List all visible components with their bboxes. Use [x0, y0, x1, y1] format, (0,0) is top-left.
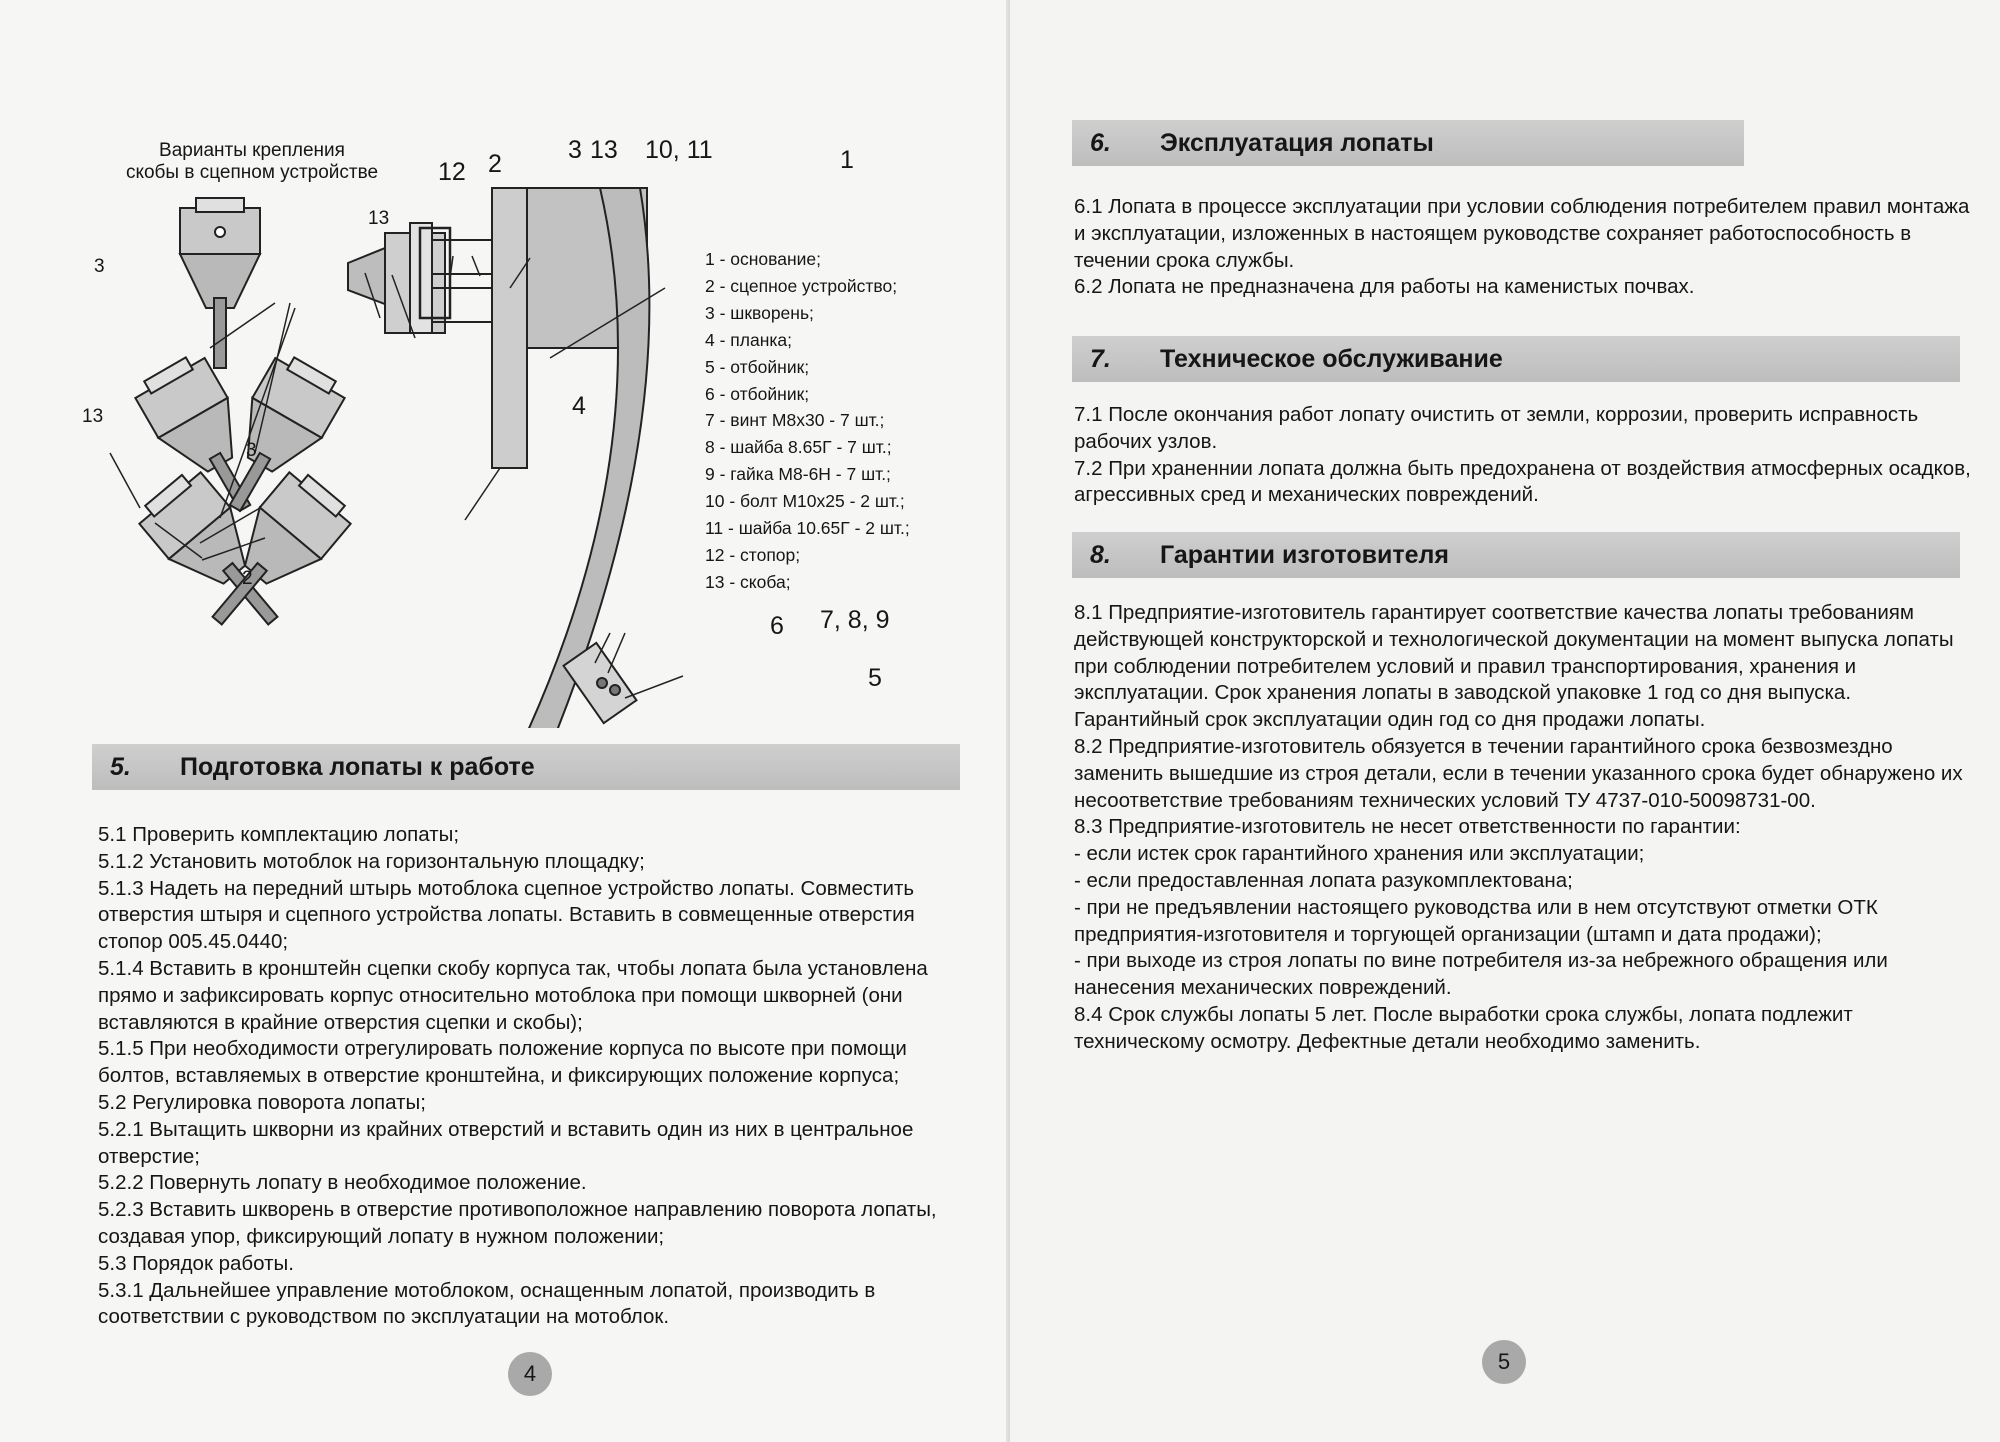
page-number-4: 4	[508, 1352, 552, 1396]
main-assembly	[348, 188, 649, 728]
callout-2: 2	[488, 150, 502, 178]
section-title: Эксплуатация лопаты	[1160, 128, 1434, 157]
callout-3-variant-a: 3	[94, 256, 105, 277]
legend-item: 11 - шайба 10.65Г - 2 шт.;	[705, 518, 910, 539]
parts-legend	[705, 246, 910, 596]
section-8-text: 8.1 Предприятие-изготовитель гарантирует соответствие качества лопаты требованиям действующей конструкторской и технологической документации на момент выпуска лопаты при соблюдении потребителем условий и правил транспортирования, хранения и эксплуатации. Срок хранения лопаты в заводской упаковке 1 год со дня выпуска. Гарантийный срок эксплуатации один год со дня продажи лопаты. 8.2 Предприятие-изготовитель обязуется в течении гарантийного срока безвозмездно заменить вышедшие из строя детали, если в течении указанного срока будет обнаружено их несоответствие требованиям технических условий ТУ 4737-010-50098731-00. 8.3 Предприятие-изготовитель не несет ответственности по гарантии: - если истек срок гарантийного хранения или эксплуатации; - если предоставленная лопата разукомплектована; - при не предъявлении настоящего руководства или в нем отсутствуют отметки ОТК предприятия-изготовителя и торгующей организации (штамп и дата продажи); - при выходе из строя лопаты по вине потребителя из-за небрежного обращения или нанесения механических повреждений. 8.4 Срок службы лопаты 5 лет. После выработки срока службы, лопата подлежит техническому осмотру. Дефектные детали необходимо заменить.	[1074, 601, 1963, 1053]
legend-item: 8 - шайба 8.65Г - 7 шт.;	[705, 437, 892, 458]
section-8-header	[1072, 532, 1960, 578]
callout-1: 1	[840, 146, 854, 174]
legend-item: 1 - основание;	[705, 249, 822, 269]
section-number: 6.	[1090, 128, 1111, 157]
section-7-header	[1072, 336, 1960, 382]
legend-item: 3 - шкворень;	[705, 302, 814, 323]
legend-item: 10 - болт М10х25 - 2 шт.;	[705, 491, 905, 512]
right-page	[1010, 0, 2000, 1442]
section-title: Техническое обслуживание	[1160, 344, 1503, 373]
coupling-variant-1	[180, 198, 260, 368]
section-number: 7.	[1090, 344, 1111, 373]
callout-2-variant: 2	[242, 568, 253, 589]
legend-item: 12 - стопор;	[705, 544, 801, 565]
callout-10-11: 10, 11	[645, 136, 713, 164]
section-number: 5.	[110, 752, 131, 781]
callout-6: 6	[770, 612, 784, 640]
callout-13-variant: 13	[368, 208, 390, 229]
callout-13-variant-b: 13	[82, 406, 104, 427]
callout-3: 3	[568, 136, 582, 164]
section-5-header	[92, 744, 960, 790]
shovel-assembly-diagram	[80, 128, 1000, 728]
legend-item: 5 - отбойник;	[705, 356, 810, 377]
variants-caption: Варианты крепления скобы в сцепном устройстве	[125, 140, 379, 183]
section-7-text: 7.1 После окончания работ лопату очистить от земли, коррозии, проверить исправность рабочих узлов. 7.2 При храненнии лопата должна быть предохранена от воздействия атмосферных осадков, агрессивных сред и механических повреждений.	[1074, 403, 1971, 507]
callout-4: 4	[572, 392, 586, 420]
callout-12: 12	[438, 158, 466, 186]
callout-7-8-9: 7, 8, 9	[820, 606, 890, 634]
callout-5: 5	[868, 664, 882, 692]
callout-3-variant-b: 3	[246, 440, 257, 461]
section-6-header	[1072, 120, 1744, 166]
page-number-5: 5	[1482, 1340, 1526, 1384]
section-title: Подготовка лопаты к работе	[180, 752, 535, 781]
section-title: Гарантии изготовителя	[1160, 540, 1450, 569]
legend-item: 2 - сцепное устройство;	[705, 275, 898, 296]
legend-item: 4 - планка;	[705, 329, 793, 350]
legend-item: 6 - отбойник;	[705, 383, 810, 404]
callout-13: 13	[590, 136, 618, 164]
legend-item: 13 - скоба;	[705, 571, 791, 592]
legend-item: 7 - винт М8х30 - 7 шт.;	[705, 410, 885, 431]
section-5-text: 5.1 Проверить комплектацию лопаты; 5.1.2 Установить мотоблок на горизонтальную площадку; 5.1.3 Надеть на передний штырь мотоблока сцепное устройство лопаты. Совместить отверстия штыря и сцепного устройства лопаты. Вставить в совмещенные отверстия стопор 005.45.0440; 5.1.4 Вставить в кронштейн сцепки скобу корпуса так, чтобы лопата была установлена прямо и зафиксировать корпус относительно мотоблока при помощи шкворней (они вставляются в крайние отверстия сцепки и скобы); 5.1.5 При необходимости отрегулировать положение корпуса по высоте при помощи болтов, вставляемых в отверстие кронштейна, и фиксирующих положение корпуса; 5.2 Регулировка поворота лопаты; 5.2.1 Вытащить шкворни из крайних отверстий и вставить один из них в центральное отверстие; 5.2.2 Повернуть лопату в необходимое положение. 5.2.3 Вставить шкворень в отверстие противоположное направлению поворота лопаты, создавая упор, фиксирующий лопату в нужном положении; 5.3 Порядок работы. 5.3.1 Дальнейшее управление мотоблоком, оснащенным лопатой, производить в соответствии с руководством по эксплуатации на мотоблок.	[98, 823, 937, 1329]
legend-item: 9 - гайка М8-6Н - 7 шт.;	[705, 464, 891, 485]
section-6-text: 6.1 Лопата в процессе эксплуатации при условии соблюдения потребителем правил монтажа и эксплуатации, изложенных в настоящем руководстве сохраняет работоспособность в течении срока службы. 6.2 Лопата не предназначена для работы на каменистых почвах.	[1074, 195, 1970, 299]
section-number: 8.	[1090, 540, 1111, 569]
